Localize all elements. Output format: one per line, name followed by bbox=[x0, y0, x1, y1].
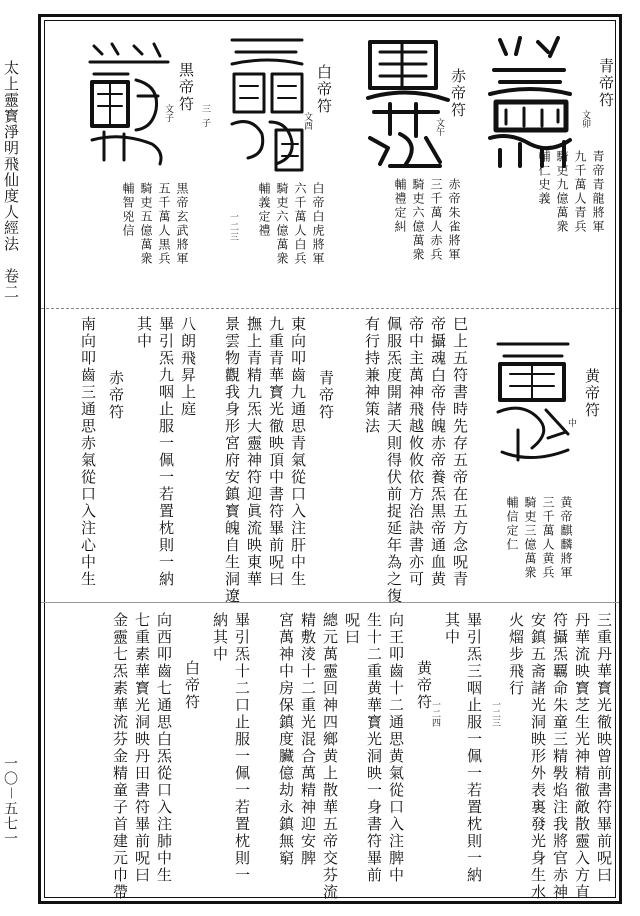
general-line: 輔義定禮 bbox=[257, 182, 271, 238]
text-column: 撫上青精九炁大靈神符迎眞流映東華 bbox=[245, 316, 263, 588]
general-line: 輔信定仁 bbox=[505, 496, 519, 552]
general-line: 騎吏九億萬衆 bbox=[555, 150, 569, 234]
text-column: 精敷淩十二重光混合萬精神迎安脾 bbox=[299, 612, 317, 867]
marginal-numeral: 一 bbox=[228, 212, 238, 221]
marginal-numeral: 三 bbox=[200, 104, 210, 113]
text-column: 其中 bbox=[135, 316, 153, 350]
general-line: 騎吏六億萬衆 bbox=[275, 182, 289, 266]
general-line: 赤帝朱雀將軍 bbox=[447, 178, 461, 262]
text-column: 佩服炁度開諸天則得伏前捉延年為之復 bbox=[385, 316, 403, 605]
talisman-tag: 文酉 bbox=[302, 112, 312, 130]
talisman-name: 黒帝符 bbox=[177, 62, 195, 113]
talisman-tag: 中 bbox=[566, 418, 576, 427]
text-column: 安鎮五斋諸光洞映形外表裏發光身生水 bbox=[529, 612, 547, 901]
text-column: 八朗飛昇上庭 bbox=[179, 316, 197, 418]
text-column: 帝中主萬神飛越攸攸依方治訣書亦可 bbox=[407, 316, 425, 588]
section-divider bbox=[41, 602, 619, 603]
general-line: 騎吏六億萬衆 bbox=[411, 178, 425, 262]
general-line: 騎吏五億萬衆 bbox=[139, 182, 153, 266]
text-column: 巳上五符書時先存五帝在五方念呪青 bbox=[451, 316, 469, 588]
marginal-numeral: 二 bbox=[228, 222, 238, 231]
marginal-numeral: 一二四 bbox=[430, 700, 440, 727]
text-column: 向王叩齒十二通思黄氣從口入注脾中 bbox=[387, 612, 405, 884]
talisman-name: 黄帝符 bbox=[583, 368, 601, 419]
general-line: 三千萬人赤兵 bbox=[429, 178, 443, 262]
text-column: 畢引炁十二口止服一佩一若置枕則一 bbox=[233, 612, 251, 884]
text-column: 畢引炁九咽止服一佩一若置枕則一納 bbox=[157, 316, 175, 588]
text-column: 生十二重黄華寳光洞映一身書符畢前 bbox=[365, 612, 383, 884]
running-title: 太上靈寳淨明飛仙度人經法 卷二 bbox=[2, 60, 20, 300]
talisman-drawing bbox=[84, 36, 174, 166]
talisman-drawing bbox=[480, 30, 580, 170]
section-heading: 黄帝符 bbox=[415, 660, 433, 711]
talisman-drawing bbox=[360, 34, 452, 174]
text-column: 畢引炁三咽止服一佩一若置枕則一納 bbox=[465, 612, 483, 884]
folio-number: 一〇－五七一 bbox=[2, 756, 18, 846]
general-line: 五千萬人黒兵 bbox=[157, 182, 171, 266]
text-column: 七重素華寳光洞映丹田書符畢前呪曰 bbox=[133, 612, 151, 884]
section-heading: 白帝符 bbox=[183, 660, 201, 711]
general-line: 三千萬人黄兵 bbox=[541, 496, 555, 580]
general-line: 青帝青龍將軍 bbox=[591, 150, 605, 234]
text-column: 金靈七炁素華流芬金精童子首建元巾帶 bbox=[111, 612, 129, 901]
text-column: 總元萬靈回神四鄉黄上散華五帝交芬流 bbox=[321, 612, 339, 901]
talisman-drawing bbox=[222, 30, 314, 180]
text-column: 宮萬神中房保鎮度臟億劫永鎮無窮 bbox=[277, 612, 295, 867]
text-column: 火熘步飛行 bbox=[507, 612, 525, 697]
talisman-tag: 文子 bbox=[163, 104, 173, 122]
talisman-tag: 文卯 bbox=[580, 110, 590, 128]
text-column: 東向叩齒九通思青氣從口入注肝中生 bbox=[289, 316, 307, 588]
talisman-name: 青帝符 bbox=[597, 58, 615, 109]
general-line: 黄帝麒麟將軍 bbox=[559, 496, 573, 580]
marginal-numeral: 子 bbox=[200, 118, 210, 127]
talisman-drawing bbox=[488, 334, 580, 474]
text-column: 丹華流映寳芝生光神精徹敵散靈入方直 bbox=[573, 612, 591, 901]
general-line: 輔仁史義 bbox=[537, 150, 551, 206]
general-line: 輔禮定糾 bbox=[393, 178, 407, 234]
text-column: 符攝炁覊命朱童三精斅焰注我將官赤神 bbox=[551, 612, 569, 901]
marginal-numeral: 三 bbox=[228, 232, 238, 241]
text-column: 帝攝魂白帝侍魄赤帝養炁黒帝通血黄 bbox=[429, 316, 447, 588]
general-line: 六千萬人白兵 bbox=[293, 182, 307, 266]
section-heading: 青帝符 bbox=[317, 370, 335, 421]
text-column: 九重青華寳光徹映頂中書符畢前呪曰 bbox=[267, 316, 285, 588]
text-column: 三重丹華寳光徹映曾前書符畢前呪曰 bbox=[595, 612, 613, 884]
talisman-tag: 文午 bbox=[434, 118, 444, 136]
marginal-numeral: 一二三 bbox=[490, 700, 500, 727]
talisman-name: 白帝符 bbox=[315, 64, 333, 115]
section-heading: 赤帝符 bbox=[107, 370, 125, 421]
text-column: 向西叩齒七通思白炁從口入注肺中生 bbox=[155, 612, 173, 884]
section-divider bbox=[41, 308, 619, 309]
text-column: 其中 bbox=[443, 612, 461, 646]
text-column: 有行持兼神策法 bbox=[363, 316, 381, 435]
general-line: 輔智兇信 bbox=[121, 182, 135, 238]
general-line: 騎吏三億萬衆 bbox=[523, 496, 537, 580]
general-line: 黒帝玄武將軍 bbox=[175, 182, 189, 266]
text-column: 呪曰 bbox=[343, 612, 361, 646]
general-line: 白帝白虎將軍 bbox=[311, 182, 325, 266]
text-column: 南向叩齒三通思赤氣從口入注心中生 bbox=[79, 316, 97, 588]
general-line: 九千萬人青兵 bbox=[573, 150, 587, 234]
text-column: 景雲物觀我身形宮府安鎮寳魄自生洞遼 bbox=[223, 316, 241, 605]
text-column: 納其中 bbox=[211, 612, 229, 663]
talisman-name: 赤帝符 bbox=[449, 68, 467, 119]
